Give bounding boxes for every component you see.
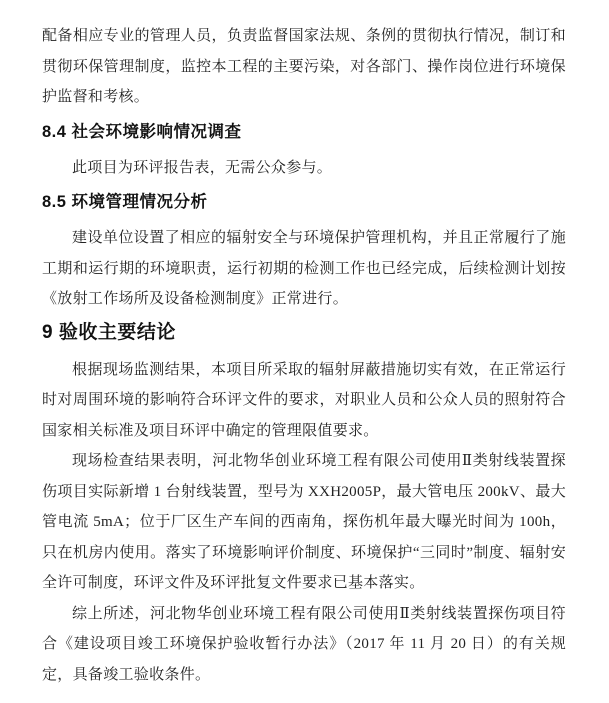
paragraph-section-9-conclusion-3: 综上所述，河北物华创业环境工程有限公司使用Ⅱ类射线装置探伤项目符合《建设项目竣工环境保护验收暂行办法》（2017 年 11 月 20 日）的有关规定，具备竣工验收条件。 — [42, 605, 566, 683]
heading-section-8-5: 8.5 环境管理情况分析 — [42, 193, 208, 211]
heading-section-9: 9 验收主要结论 — [42, 321, 176, 343]
paragraph-section-8-4: 此项目为环评报告表，无需公众参与。 — [72, 159, 333, 176]
heading-section-8-4: 8.4 社会环境影响情况调查 — [42, 122, 242, 141]
paragraph-section-8-5: 建设单位设置了相应的辐射安全与环境保护管理机构，并且正常履行了施工期和运行期的环境职责，运行初期的检测工作也已经完成，后续检测计划按《放射工作场所及设备检测制度》正常进行。 — [42, 230, 566, 307]
paragraph-continuation: 配备相应专业的管理人员，负责监督国家法规、条例的贯彻执行情况，制订和贯彻环保管理制度，监控本工程的主要污染，对各部门、操作岗位进行环境保护监督和考核。 — [42, 28, 566, 105]
paragraph-section-9-conclusion-1: 根据现场监测结果，本项目所采取的辐射屏蔽措施切实有效，在正常运行时对周围环境的影响符合环评文件的要求，对职业人员和公众人员的照射符合国家相关标准及项目环评中确定的管理限值要求。 — [42, 361, 566, 439]
paragraph-section-9-conclusion-2: 现场检查结果表明，河北物华创业环境工程有限公司使用Ⅱ类射线装置探伤项目实际新增 1 台射线装置，型号为 XXH2005P，最大管电压 200kV、最大管电流 5mA；位于厂区生产车间的西南角，探伤机年最大曝光时间为 100h，只在机房内使用。落实了环境影响评价制度、环境保护“三同时”制度、辐射安全许可制度，环评文件及环评批复文件要求已基本落实。 — [42, 453, 566, 591]
